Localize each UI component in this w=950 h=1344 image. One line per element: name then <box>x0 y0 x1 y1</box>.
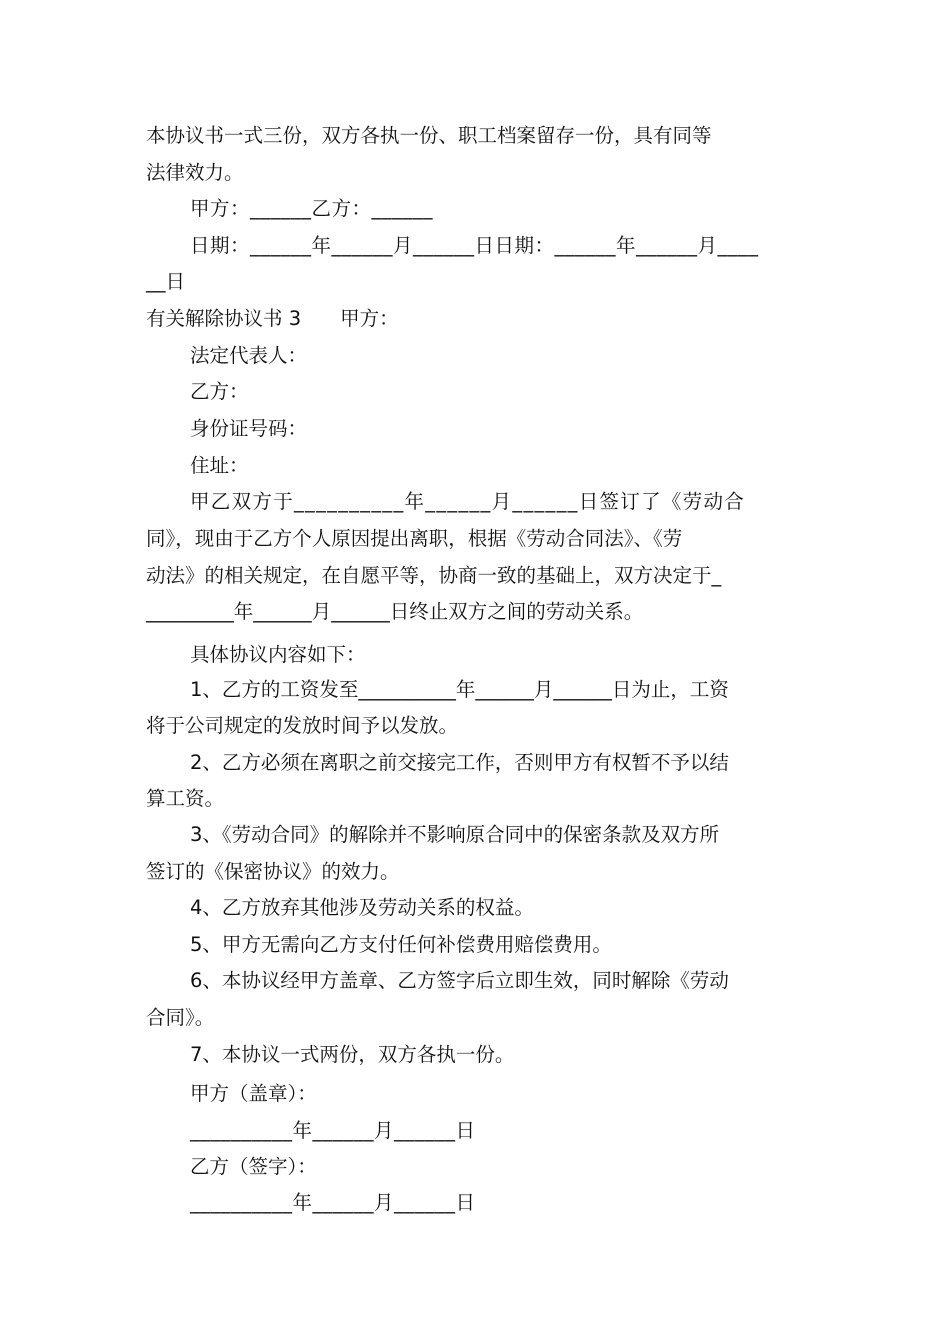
paragraph-line: 本协议书一式三份，双方各执一份、职工档案留存一份，具有同等 <box>146 124 712 147</box>
party-a-seal-label: 甲方（盖章）： <box>190 1082 317 1105</box>
paragraph-line: 甲乙双方于__________年______月______日签订了《劳动合 <box>190 490 746 513</box>
paragraph-line: _________年______月______日终止双方之间的劳动关系。 <box>146 600 644 623</box>
clause-1: 1、乙方的工资发至__________年______月______日为止，工资 <box>190 678 729 701</box>
party-a-date-line: __________年______月______日 <box>190 1119 476 1142</box>
paragraph-line: 动法》的相关规定，在自愿平等，协商一致的基础上，双方决定于_ <box>146 564 722 587</box>
field-party-b: 乙方： <box>190 380 249 403</box>
signature-line: 甲方：______乙方：______ <box>190 197 434 220</box>
party-b-signature-label: 乙方（签字）： <box>190 1155 317 1178</box>
clauses-intro: 具体协议内容如下： <box>190 643 366 666</box>
clause-1-continuation: 将于公司规定的发放时间予以发放。 <box>146 714 459 737</box>
clause-7: 7、本协议一式两份，双方各执一份。 <box>190 1043 515 1066</box>
clause-3-continuation: 签订的《保密协议》的效力。 <box>146 860 400 883</box>
clause-4: 4、乙方放弃其他涉及劳动关系的权益。 <box>190 896 534 919</box>
clause-6: 6、本协议经甲方盖章、乙方签字后立即生效，同时解除《劳动 <box>190 969 729 992</box>
clause-3: 3、《劳动合同》的解除并不影响原合同中的保密条款及双方所 <box>190 823 720 846</box>
date-line-continuation: __日 <box>146 270 186 293</box>
field-address: 住址： <box>190 454 249 477</box>
clause-2: 2、乙方必须在离职之前交接完工作，否则甲方有权暂不予以结 <box>190 751 729 774</box>
paragraph-line: 同》，现由于乙方个人原因提出离职，根据《劳动合同法》、《劳 <box>146 527 683 550</box>
field-legal-representative: 法定代表人： <box>190 344 308 367</box>
section-heading: 有关解除协议书 3 甲方： <box>146 307 399 330</box>
clause-6-continuation: 合同》。 <box>146 1006 215 1029</box>
field-id-number: 身份证号码： <box>190 417 308 440</box>
date-line: 日期：______年______月______日日期：______年______月____ <box>190 234 759 257</box>
clause-5: 5、甲方无需向乙方支付任何补偿费用赔偿费用。 <box>190 933 612 956</box>
paragraph-line: 法律效力。 <box>146 161 244 184</box>
clause-2-continuation: 算工资。 <box>146 787 225 810</box>
party-b-date-line: __________年______月______日 <box>190 1191 476 1214</box>
